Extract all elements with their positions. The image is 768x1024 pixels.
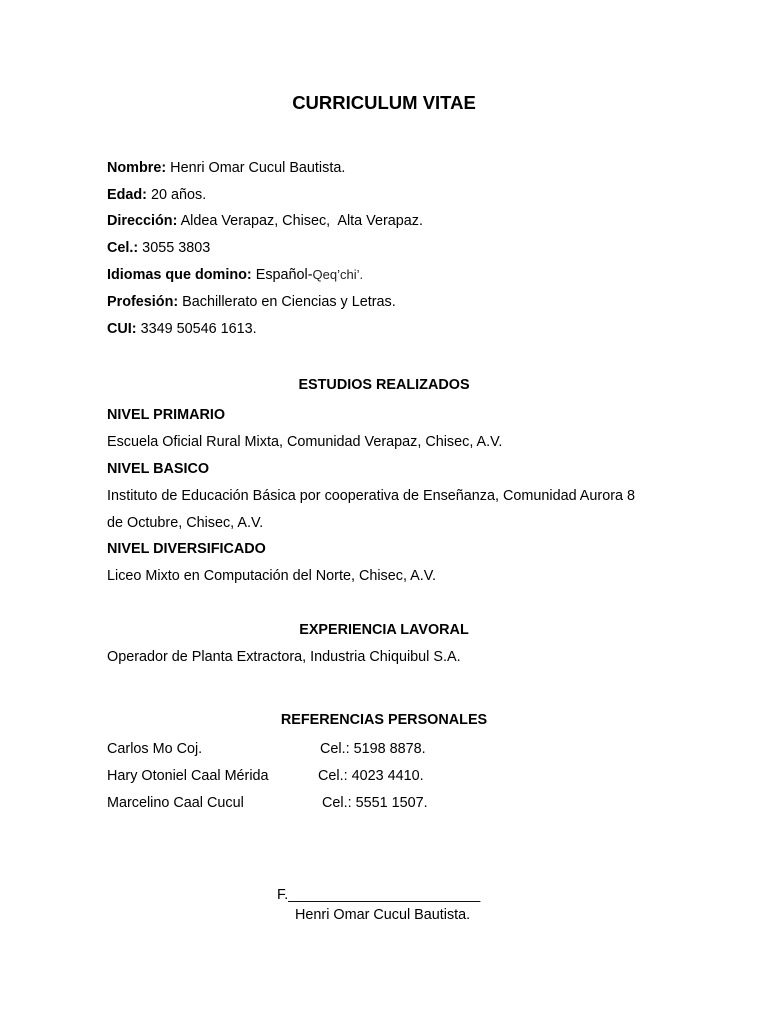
cui-label: CUI:: [107, 321, 137, 337]
signature-line: F.________________________: [277, 887, 481, 903]
edad-value: 20 años.: [146, 187, 207, 203]
referencias-heading: REFERENCIAS PERSONALES: [280, 712, 488, 728]
edad-label: Edad:: [107, 187, 147, 203]
referencia-cel: Cel.: 5198 8878.: [320, 741, 426, 757]
referencia-cel: Cel.: 5551 1507.: [322, 795, 428, 811]
experiencia-heading: EXPERIENCIA LAVORAL: [299, 622, 469, 638]
nivel-diversificado-label: NIVEL DIVERSIFICADO: [107, 541, 266, 557]
referencia-name: Carlos Mo Coj.: [107, 741, 203, 757]
nivel-basico-text-1: Instituto de Educación Básica por cooperativa de Enseñanza, Comunidad Aurora 8: [107, 488, 635, 504]
referencia-name: Marcelino Caal Cucul: [107, 795, 244, 811]
personal-direccion: [107, 212, 423, 230]
nombre-value: Henri Omar Cucul Bautista.: [166, 160, 346, 176]
nivel-diversificado-text: Liceo Mixto en Computación del Norte, Chisec, A.V.: [107, 568, 437, 584]
idiomas-label: Idiomas que domino:: [107, 267, 252, 283]
personal-cel: [107, 239, 210, 257]
cel-label: Cel.:: [107, 240, 139, 256]
estudios-heading: ESTUDIOS REALIZADOS: [298, 377, 470, 393]
nivel-primario-text: Escuela Oficial Rural Mixta, Comunidad Verapaz, Chisec, A.V.: [107, 434, 503, 450]
profesion-value: Bachillerato en Ciencias y Letras.: [178, 294, 396, 310]
idiomas-value-1: Español-: [251, 267, 313, 283]
idiomas-value-2: Qeq’chi’.: [312, 267, 364, 282]
nivel-primario-label: NIVEL PRIMARIO: [107, 407, 226, 423]
referencia-cel: Cel.: 4023 4410.: [318, 768, 424, 784]
signature-name: Henri Omar Cucul Bautista.: [295, 907, 471, 923]
personal-idiomas: [107, 266, 363, 284]
experiencia-text: Operador de Planta Extractora, Industria Chiquibul S.A.: [107, 649, 461, 665]
personal-profesion: [107, 293, 396, 311]
cui-value: 3349 50546 1613.: [136, 321, 257, 337]
profesion-label: Profesión:: [107, 294, 179, 310]
direccion-label: Dirección:: [107, 213, 178, 229]
direccion-value: Aldea Verapaz, Chisec, Alta Verapaz.: [177, 213, 423, 229]
nombre-label: Nombre:: [107, 160, 167, 176]
personal-edad: [107, 186, 206, 204]
nivel-basico-label: NIVEL BASICO: [107, 461, 210, 477]
nivel-basico-text-2: de Octubre, Chisec, A.V.: [107, 515, 264, 531]
personal-nombre: [107, 159, 345, 177]
cel-value: 3055 3803: [138, 240, 211, 256]
personal-cui: [107, 320, 257, 338]
referencia-name: Hary Otoniel Caal Mérida: [107, 768, 269, 784]
document-title: CURRICULUM VITAE: [292, 92, 476, 113]
